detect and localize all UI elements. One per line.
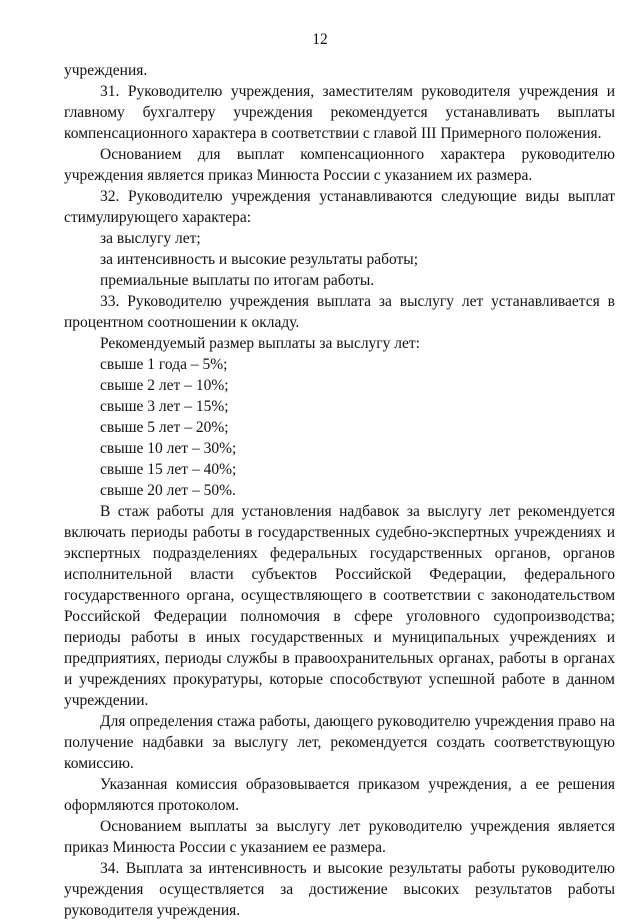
list-item: свыше 2 лет – 10%; xyxy=(100,377,229,394)
list-item: свыше 5 лет – 20%; xyxy=(100,419,229,436)
paragraph-34: 34. Выплата за интенсивность и высокие результаты работы руководителю учреждения осуществляется за достижение высоких результатов работы руководителя учреждения. xyxy=(64,860,615,919)
paragraph-commission-order: Указанная комиссия образовывается приказом учреждения, а ее решения оформляются протоколом. xyxy=(64,776,615,814)
paragraph-continuation: учреждения. xyxy=(64,62,148,79)
list-item: свыше 1 года – 5%; xyxy=(100,356,228,373)
paragraph-31: 31. Руководителю учреждения, заместителям руководителя учреждения и главному бухгалтеру учреждения рекомендуется устанавливать выплаты компенсационного характера в соответствии с главой III Примерного положения. xyxy=(64,83,615,142)
paragraph-31-basis: Основанием для выплат компенсационного характера руководителю учреждения является приказ Минюста России с указанием их размера. xyxy=(64,146,615,184)
paragraph-32: 32. Руководителю учреждения устанавливаются следующие виды выплат стимулирующего характера: xyxy=(64,188,615,226)
paragraph-commission: Для определения стажа работы, дающего руководителю учреждения право на получение надбавки за выслугу лет, рекомендуется создать соответствующую комиссию. xyxy=(64,713,615,772)
list-heading: Рекомендуемый размер выплаты за выслугу лет: xyxy=(100,335,420,352)
list-item: свыше 10 лет – 30%; xyxy=(100,440,237,457)
list-item: за выслугу лет; xyxy=(100,230,201,247)
list-item: свыше 20 лет – 50%. xyxy=(100,482,236,499)
page-number: 12 xyxy=(312,31,328,48)
paragraph-33: 33. Руководителю учреждения выплата за выслугу лет устанавливается в процентном соотношении к окладу. xyxy=(64,293,615,331)
paragraph-seniority-periods: В стаж работы для установления надбавок за выслугу лет рекомендуется включать периоды работы в государственных судебно-экспертных учреждениях и экспертных подразделениях федеральных государственных органов, органов исполнительной власти субъектов Российской Федерации, федерального государственного органа, осуществляющего в соответствии с законодательством Российской Федерации полномочия в сфере уголовного судопроизводства; периоды работы в иных государственных и муниципальных учреждениях и предприятиях, периоды службы в правоохранительных органах, работы в органах и учреждениях прокуратуры, которые способствуют успешной работе в данном учреждении. xyxy=(64,503,615,709)
document-body xyxy=(64,60,615,921)
list-item: премиальные выплаты по итогам работы. xyxy=(100,272,375,289)
list-item: свыше 3 лет – 15%; xyxy=(100,398,229,415)
list-item: за интенсивность и высокие результаты работы; xyxy=(100,251,419,268)
paragraph-seniority-basis: Основанием выплаты за выслугу лет руководителю учреждения является приказ Минюста России с указанием ее размера. xyxy=(64,818,615,856)
list-item: свыше 15 лет – 40%; xyxy=(100,461,237,478)
